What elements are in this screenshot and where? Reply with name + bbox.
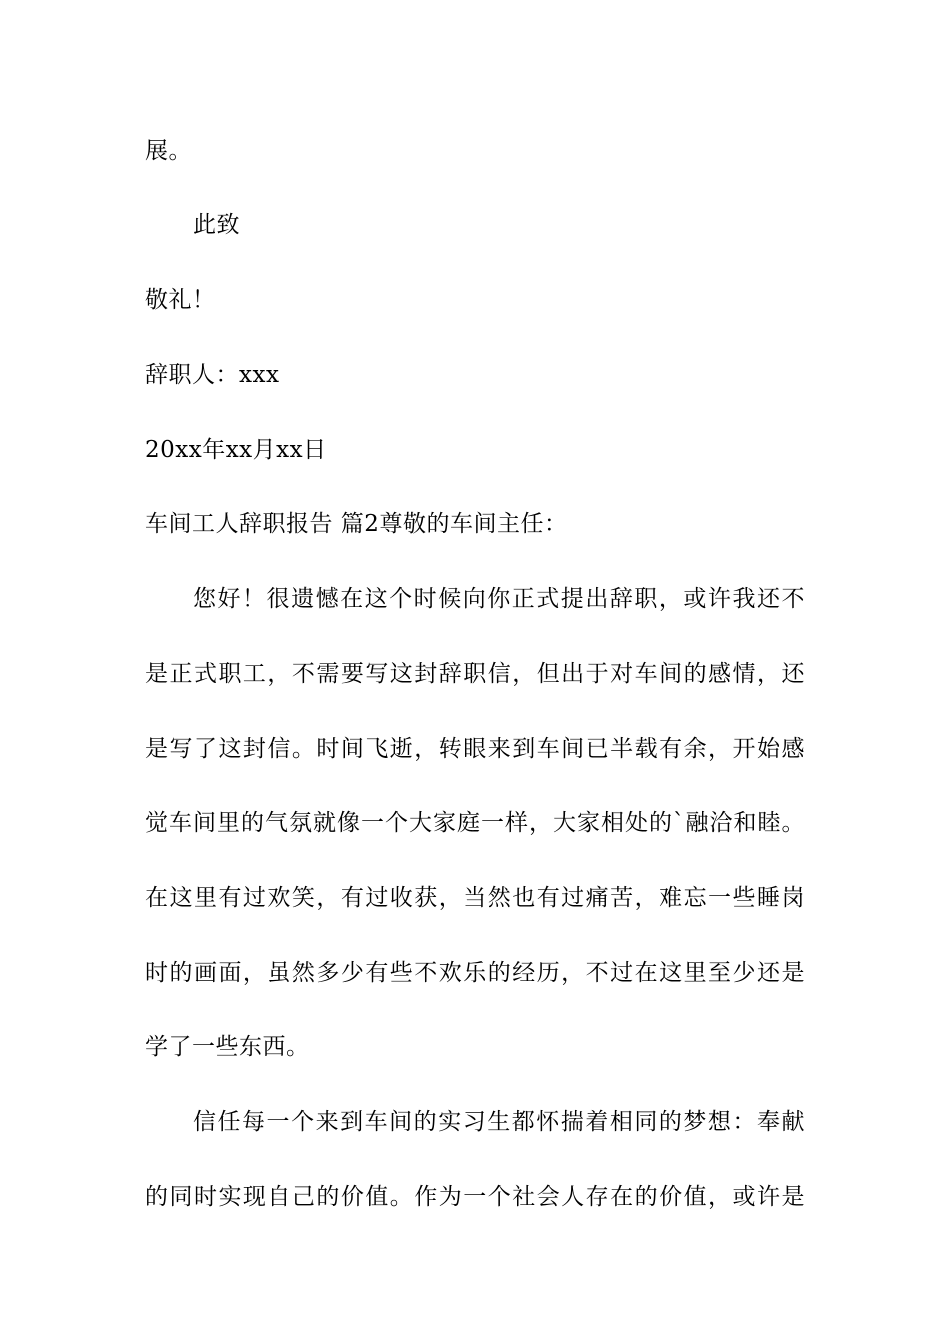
- body-paragraph-line: 的同时实现自己的价值。作为一个社会人存在的价值，或许是: [145, 1184, 805, 1210]
- section-heading-line: 车间工人辞职报告 篇2尊敬的车间主任：: [145, 511, 568, 537]
- body-paragraph-line: 学了一些东西。: [145, 1034, 310, 1060]
- resigner-line: 辞职人：xxx: [145, 362, 280, 388]
- regards-line: 敬礼！: [145, 287, 216, 313]
- paragraph-line-closing-fragment: 展。: [145, 138, 192, 164]
- body-paragraph-line: 您好！很遗憾在这个时候向你正式提出辞职，或许我还不: [193, 586, 805, 612]
- date-line: 20xx年xx月xx日: [145, 437, 327, 463]
- salutation-line: 此致: [193, 212, 240, 238]
- body-paragraph-line: 是正式职工，不需要写这封辞职信，但出于对车间的感情，还: [145, 661, 805, 687]
- body-paragraph-line: 在这里有过欢笑，有过收获，当然也有过痛苦，难忘一些睡岗: [145, 885, 805, 911]
- body-paragraph-line: 信任每一个来到车间的实习生都怀揣着相同的梦想：奉献: [193, 1109, 805, 1135]
- body-paragraph-line: 是写了这封信。时间飞逝，转眼来到车间已半载有余，开始感: [145, 736, 805, 762]
- body-paragraph-line: 时的画面，虽然多少有些不欢乐的经历，不过在这里至少还是: [145, 960, 805, 986]
- body-paragraph-line: 觉车间里的气氛就像一个大家庭一样，大家相处的`融洽和睦。: [145, 810, 805, 836]
